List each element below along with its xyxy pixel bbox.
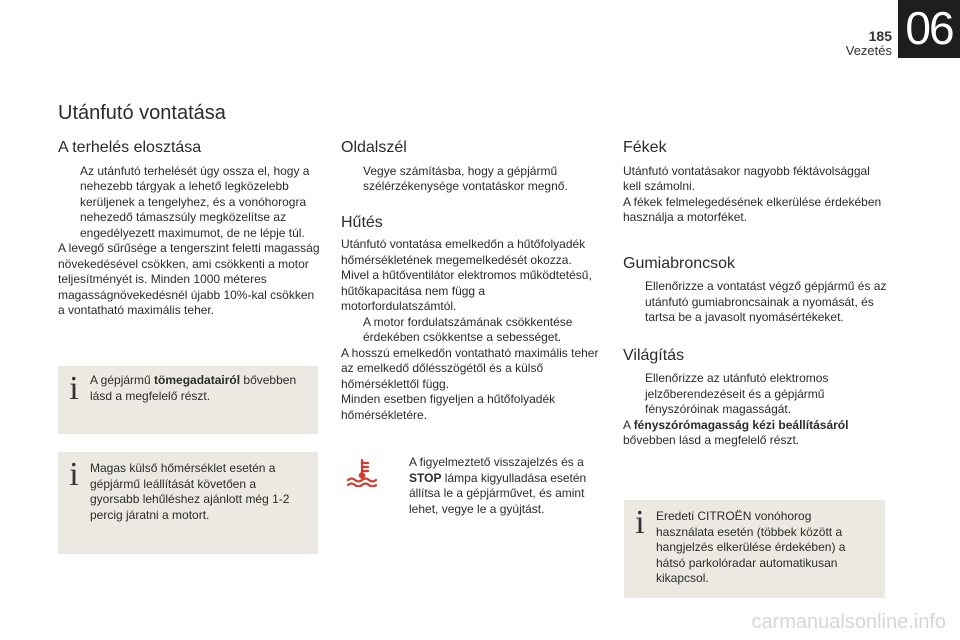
paragraph: A hosszú emelkedőn vontatható maximális teher az emelkedő dőlésszögétől és a külső hőmérséklettől függ. [341,345,599,391]
paragraph: Utánfutó vontatásakor nagyobb féktávolsággal kell számolni. [623,163,870,193]
column-2 [341,140,603,423]
column-1 [58,140,320,319]
heading-tyres: Gumiabroncsok [623,254,736,272]
paragraph: A fékek felmelegedésének elkerülése érdekében használja a motorféket. [623,194,882,224]
heading-crosswind: Oldalszél [341,139,407,156]
list-item: Az utánfutó terhelését úgy ossza el, hogy a nehezebb tárgyak a lehető legközelebb kerüljenek a tengelyhez, és a vonóhorogra nehezedő támaszsúly megközelítse az engedélyezett maximumot, de ne lépje túl. [58,164,320,242]
warning-block [345,455,603,517]
section-name: Vezetés [845,43,892,58]
info-icon: i [69,456,79,493]
paragraph: Minden esetben figyeljen a hűtőfolyadék hőmérsékletére. [341,392,556,422]
watermark: carmanualsonline.info [751,611,946,633]
paragraph: A fényszórómagasság kézi beállításáról bővebben lásd a megfelelő részt. [623,417,849,447]
info-box-weights [58,366,318,434]
bullet-icon [623,279,645,326]
bullet-icon [58,164,80,242]
column-3 [623,140,887,449]
heading-cooling: Hűtés [341,213,383,231]
bullet-icon [623,371,645,418]
info-icon: i [69,370,79,407]
page-number: 185 [868,28,892,44]
page-title: Utánfutó vontatása [58,102,226,124]
bullet-icon [341,164,363,195]
bullet-icon [391,455,409,517]
list-item: Ellenőrizze a vontatást végző gépjármű és az utánfutó gumiabroncsainak a nyomását, és tartsa be a javasolt nyomásértékeket. [623,279,887,326]
coolant-temperature-icon [345,457,391,492]
info-text: A gépjármű tömegadatairól bővebben lásd a megfelelő részt. [90,373,297,403]
paragraph: Utánfutó vontatása emelkedőn a hűtőfolyadék hőmérsékletének megemelkedését okozza. Mivel a hűtőventilátor elektromos működtetésű, hűtőkapacitása nem függ a motorfordulatszámtól. [341,237,592,313]
info-text: Eredeti CITROËN vonóhorog használata esetén (többek között a hangjelzés elkerülése érdekében) a hátsó parkolóradar automatikusan kikapcsol. [656,509,846,585]
heading-load-distribution: A terhelés elosztása [58,139,202,156]
chapter-tab: 06 [898,0,960,58]
list-item: A motor fordulatszámának csökkentése érdekében csökkentse a sebességet. [341,315,603,346]
list-item: Ellenőrizze az utánfutó elektromos jelzőberendezéseit és a gépjármű fényszóróinak magasságát. [623,371,887,418]
heading-lighting: Világítás [623,346,685,364]
info-text: Magas külső hőmérséklet esetén a gépjármű leállítását követően a gyorsabb lehűléshez ajánlott még 1-2 percig járatni a motort. [90,461,290,522]
info-box-towbar [624,500,885,598]
bullet-icon [341,315,363,346]
list-item: A figyelmeztető visszajelzés és a STOP lámpa kigyulladása esetén állítsa le a gépjárművet, és amint lehet, vegye le a gyújtást. [391,455,603,517]
heading-brakes: Fékek [623,139,667,156]
paragraph: A levegő sűrűsége a tengerszint feletti magasság növekedésével csökken, ami csökkenti a motor teljesítményét is. Minden 1000 méteres magasságnövekedésnél újabb 10%-kal csökken a vontatható maximális teher. [58,241,320,317]
info-icon: i [635,504,645,541]
info-box-cooling [58,452,318,554]
list-item: Vegye számításba, hogy a gépjármű szélérzékenysége vontatáskor megnő. [341,164,603,195]
